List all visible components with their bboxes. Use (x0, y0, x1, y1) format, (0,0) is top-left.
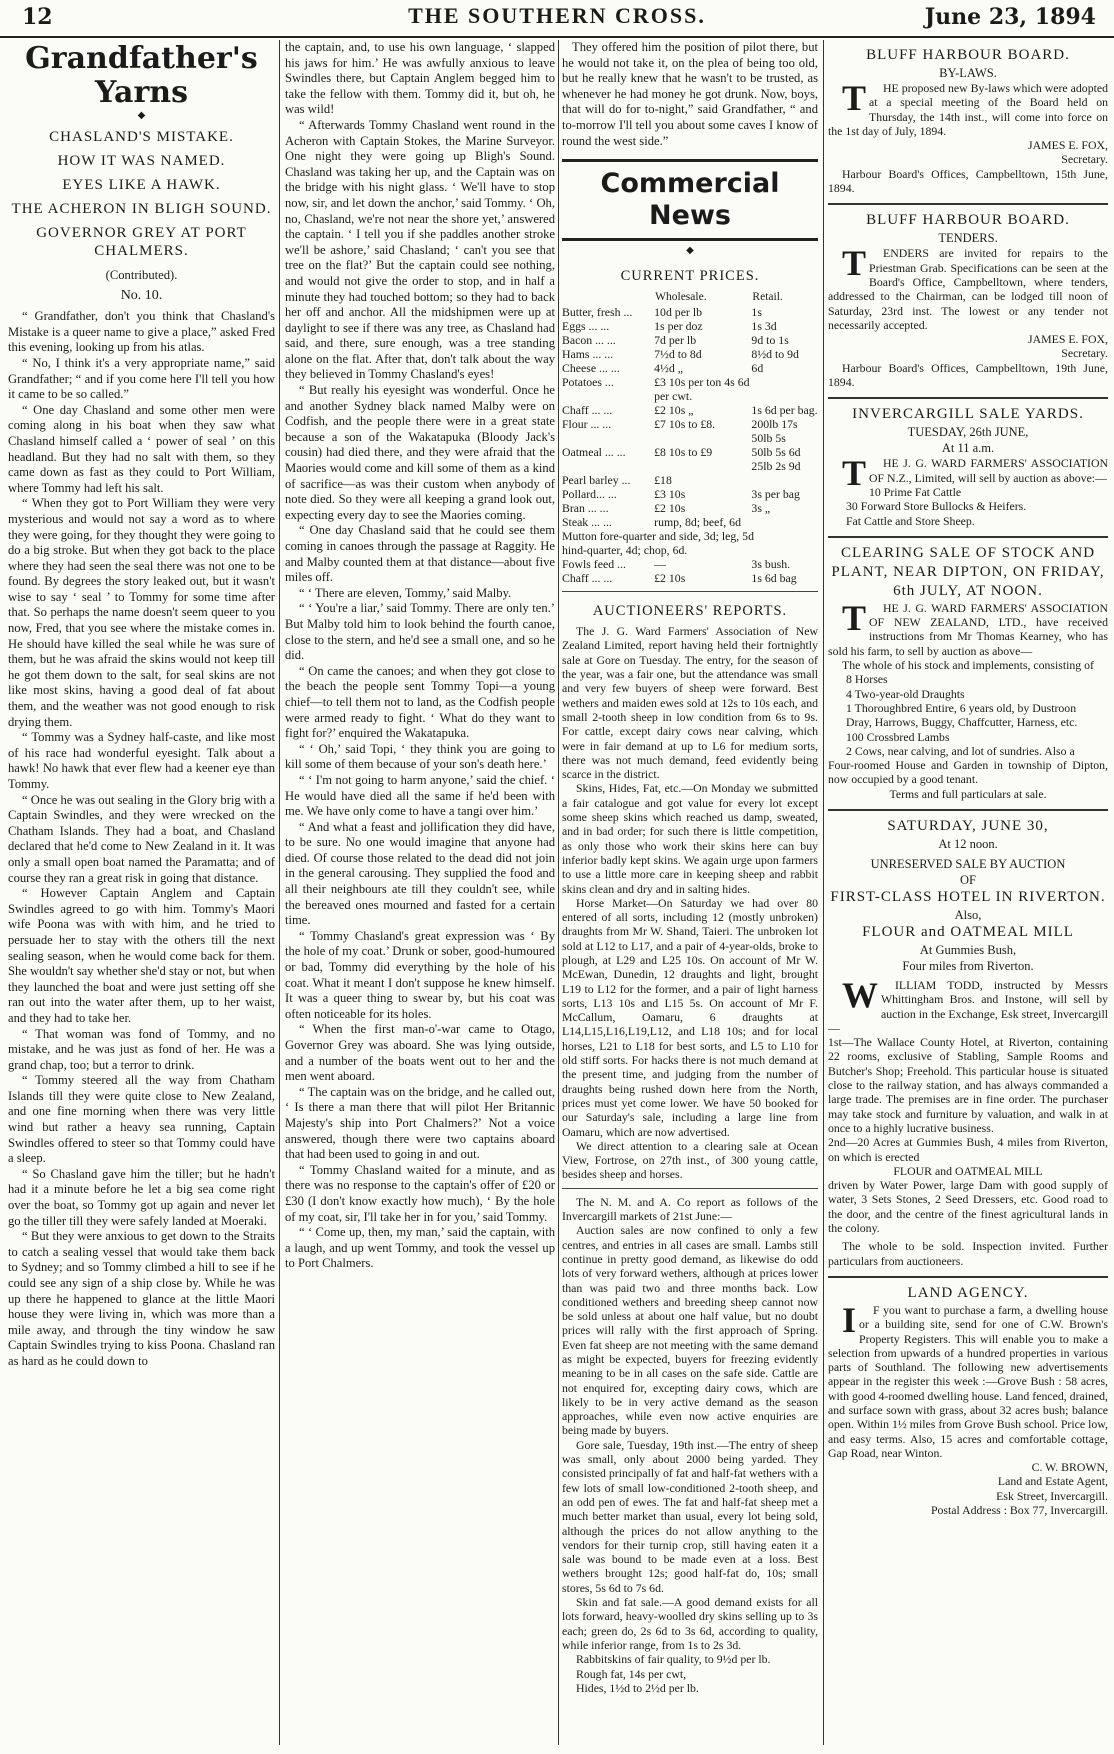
ad-item: 1st—The Wallace County Hotel, at Riverton, containing 22 rooms, exclusive of Stabling, Sample Rooms and Butcher's Shop; Freehold. This particular house is situated close to the railway station, and has always commanded a large trade. The premises are in fine order. The purchaser may take stock and furniture by valuation, and walk in at once to a highly lucrative business. (828, 1035, 1108, 1135)
ad-riverton-hotel (828, 811, 1108, 1278)
price-row (562, 501, 818, 515)
price-retail: 8½d to 9d (751, 347, 799, 362)
price-row (562, 319, 818, 333)
ad-signature: Secretary. (1061, 346, 1108, 361)
story-paragraph: “ One day Chasland said that he could see them coming in canoes through the passage at Raggity. He and Malby counted them at that distance—about five miles off. (285, 523, 555, 585)
story-paragraph: “ The captain was on the bridge, and he called out, ‘ Is there a man there that will pilot Her Britannic Majesty's ship into Port Chalmers?’ Not a voice answered, though there were two captains aboard that had been used to going in and out. (285, 1084, 555, 1162)
price-item: Bacon ... ... (562, 333, 616, 348)
story-number: No. 10. (120, 287, 163, 303)
story-paragraph: “ And what a feast and jollification they did have, to be sure. No one would imagine that anyone had died. Of course those related to the dead did not join in the general carousing. They supplied the food and all their neighbours ate till they couldn't see, while the bereaved ones mourned and fasted for a certain time. (285, 819, 555, 928)
ad-subheading: BY-LAWS. (939, 66, 997, 80)
story-paragraph: “ Tommy Chasland waited for a minute, and as there was no response to the captain's offer of £20 or £30 (I don't know exactly how much), ‘ By the hole of my coat, sir, I'll take her in for you,’ said Tommy. (285, 1162, 555, 1224)
ornament: ◆ (686, 245, 694, 257)
ad-body: THE J. G. WARD FARMERS' ASSOCIATION OF NEW ZEALAND, LTD., have received instructions from Mr Thomas Kearney, who has sold his farm, to sell by auction as above— (828, 597, 1108, 658)
commercial-news-banner: Commercial News (562, 159, 818, 241)
price-item: Pearl barley ... (562, 473, 631, 488)
price-row (562, 333, 818, 347)
price-row (562, 459, 818, 473)
ad-signature: C. W. BROWN, (1031, 1460, 1108, 1475)
price-item: Eggs ... ... (562, 319, 610, 334)
ad-date: SATURDAY, JUNE 30, (887, 817, 1049, 834)
story-paragraph: They offered him the position of pilot there, but he would not take it, on the plea of being too old, but he really knew that he wasn't to be trusted, as whenever he had money he got drunk. Now, boys, that will do for to-night,” said Grandfather, “ and to-morrow I'll tell you about some caves I know of round the west side.” (562, 40, 818, 148)
ad-clearing-sale (828, 538, 1108, 811)
story-subhead: CHASLAND'S MISTAKE. (49, 129, 234, 145)
ad-signature: Postal Address : Box 77, Invercargill. (930, 1503, 1108, 1518)
column-1 (8, 40, 275, 1745)
column-4-ads (828, 40, 1108, 1745)
report-paragraph: Rough fat, 14s per cwt, (576, 1666, 687, 1681)
price-wholesale: £3 10s (654, 487, 686, 502)
report-paragraph: The N. M. and A. Co report as follows of the Invercargill markets of 21st June:— (562, 1194, 818, 1224)
issue-date: June 23, 1894 (924, 4, 1096, 30)
price-row (562, 403, 818, 417)
price-item: Mutton fore-quarter and side, 3d; leg, 5d (562, 529, 754, 544)
price-item (562, 431, 654, 445)
ad-lead: The whole of his stock and implements, consisting of (842, 658, 1094, 673)
price-item: Bran ... ... (562, 501, 609, 516)
prices-table (562, 289, 818, 585)
price-wholesale (654, 431, 751, 445)
price-retail: 3s per bag (751, 487, 800, 502)
price-retail: 3s bush. (751, 557, 791, 572)
price-item (562, 459, 654, 473)
report-paragraph: The J. G. Ward Farmers' Association of New Zealand Limited, report having held their fortnightly sale at Gore on Tuesday. The entry, for the season of the year, was a fair one, but the attendance was small and very few buyers of sheep were forward. Best wethers and maiden ewes sold at 12s to 10s each, and small 2-tooth sheep in low condition from 6s to 9s. For cattle, except dairy cows near calving, which were in fair demand at up to L6 for medium sorts, there was not much demand, feed evidently being scarce in the district. (562, 624, 818, 782)
price-item: Fowls feed ... (562, 557, 626, 572)
price-row (562, 361, 818, 375)
ad-signature: JAMES E. FOX, (1028, 138, 1108, 153)
ad-item: driven by Water Power, large Dam with good supply of water, 3 Sets Stones, 2 Seed Dressers, etc. Good road to the door, and the centre of the finest agricultural lands in the colony. (828, 1178, 1108, 1236)
price-row (562, 515, 818, 529)
ad-item: 100 Crossbred Lambs (846, 729, 950, 744)
price-retail: 50lb 5s (751, 431, 786, 446)
ad-body: TENDERS are invited for repairs to the Priestman Grab. Specifications can be seen at the Board's Office, Campbelltown, where tenders, addressed to the Chairman, can be lodged till noon of Saturday, 23rd inst. The lowest or any tender not necessarily accepted. (828, 243, 1108, 332)
price-row (562, 529, 818, 543)
story-paragraph: “ ‘ Come up, then, my man,’ said the captain, with a laugh, and up went Tommy, and took the vessel up to Port Chalmers. (285, 1225, 555, 1271)
story-paragraph: “ No, I think it's a very appropriate name,” said Grandfather; “ and if you come here I'll tell you how it came to be so called.” (8, 355, 275, 402)
story-paragraph: “ Afterwards Tommy Chasland went round in the Acheron with Captain Stokes, the Marine Surveyor. One night they were going up Bligh's Sound. Chasland was taking her up, and the Captain was on the bridge with his night glass. ‘ We'll have to stop now, sir, and let down the anchor,’ said Tommy. ‘ Oh, no, Chasland, we're not near the shore yet,’ answered the captain. ‘ I tell you if she paddles another stroke we'll be ashore,’ said Chasland; ‘ can't you see that tree on the flat?’ But the captain could see nothing, and would not give the order to stop, and in half a minute they had touched bottom; so they had to back her off and anchor. All the midshipmen were up at daylight to see if there was any tree, as Chasland had said, and there, sure enough, was a tree standing alone on the flat. After that, don't talk about the way they believed in Tommy Chasland's eyes! (285, 117, 555, 382)
price-wholesale: £18 (654, 473, 672, 488)
price-row (562, 375, 818, 403)
price-row (562, 473, 818, 487)
ad-item: 2 Cows, near calving, and lot of sundries. Also a (846, 743, 1075, 758)
price-item: Pollard... ... (562, 487, 617, 502)
price-retail (751, 515, 818, 529)
ad-signature: Esk Street, Invercargill. (996, 1488, 1108, 1503)
price-retail (751, 473, 818, 487)
story-paragraph: “ Tommy Chasland's great expression was ‘ By the hole of my coat.’ Drunk or sober, good-humoured or bad, Tommy did everything by the hole of his coat. What it meant I don't suppose he knew himself. It was a queer thing to swear by, but his coat was often noticeable for its holes. (285, 928, 555, 1021)
price-row (562, 431, 818, 445)
ad-heading: FIRST-CLASS HOTEL IN RIVERTON. (830, 888, 1106, 905)
ad-land-agency (828, 1278, 1108, 1525)
ad-signature: Secretary. (1061, 152, 1108, 167)
price-retail: 25lb 2s 9d (751, 459, 801, 474)
price-retail (751, 375, 818, 403)
ad-location: Four miles from Riverton. (902, 958, 1034, 973)
price-row (562, 347, 818, 361)
price-header: Wholesale. (655, 291, 707, 304)
ad-item: 1 Thoroughbred Entire, 6 years old, by Dustroon (846, 700, 1077, 715)
story-paragraph: “ Grandfather, don't you think that Chasland's Mistake is a queer name to give a place,” asked Fred this evening, looking up from his atlas. (8, 309, 275, 355)
price-header: Retail. (752, 291, 783, 304)
price-item: Butter, fresh ... (562, 305, 633, 320)
ad-location: At Gummies Bush, (919, 942, 1017, 957)
ad-sale-yards (828, 399, 1108, 537)
price-item: Cheese ... ... (562, 361, 620, 376)
ad-time: At 11 a.m. (941, 441, 995, 456)
price-wholesale: — (654, 557, 666, 572)
ad-heading: UNRESERVED SALE BY AUCTION (870, 856, 1066, 871)
story-paragraph: “ ‘ Oh,’ said Topi, ‘ they think you are going to kill some of them because of your son's death here.’ (285, 741, 555, 772)
price-wholesale (654, 459, 751, 473)
price-item: Chaff ... ... (562, 403, 613, 418)
price-row (562, 487, 818, 501)
story-paragraph: the captain, and, to use his own language, ‘ slapped his jaws for him.’ He was awfully anxious to leave Swindles there, but Captain Anglem begged him to take the fellow with them. Tommy did it, but oh, he was wild! (285, 40, 555, 117)
price-wholesale: £2 10s „ (654, 403, 694, 418)
report-paragraph: Auction sales are now confined to only a few centres, and entries in all cases are small. Lambs still continue in pretty good demand, as likewise do odd lots of very forward wethers, although at prices lower than was paid two and three months back. Low conditioned wethers and breeding sheep cannot now be sold unless at about one half value, but no doubt prices will rally with the first approach of Spring. Even fat sheep are not meeting with the same demand as might be expected, buyers for freezing evidently meaning to be in all cases on the safe side. Cattle are not enquired for, excepting dairy cows, which are likely to be in very active demand as the season approaches, while even now active enquiries are being made by buyers. (562, 1223, 818, 1438)
ad-heading: BLUFF HARBOUR BOARD. (866, 212, 1070, 229)
ad-item: 8 Horses (846, 672, 888, 687)
price-item: Flour ... ... (562, 417, 612, 432)
price-wholesale: £3 10s per ton 4s 6d per cwt. (654, 375, 750, 404)
page-number: 12 (22, 4, 53, 30)
story-paragraph: “ Tommy was a Sydney half-caste, and like most of his race had wonderful eyesight. Talk about a hawk! No hawk that ever flew had a keener eye than Tommy. (8, 730, 275, 791)
story-paragraph: “ One day Chasland and some other men were coming along in his boat when they saw what Chasland himself called a ‘ power of seal ’ on this headland. But they had no salt with them, so they came down as fast as they could to Port William, where Tommy had left his salt. (8, 402, 275, 495)
price-retail: 1s 6d bag (751, 571, 797, 586)
ad-text: Four-roomed House and Garden in township of Dipton, now occupied by a good tenant. (828, 758, 1108, 787)
story-paragraph: “ ‘ I'm not going to harm anyone,’ said the chief. ‘ He would have died all the same if he'd been with me. We have only come to have a tangi over him.’ (285, 772, 555, 819)
story-paragraph: “ That woman was fond of Tommy, and no mistake, and he was just as fond of her. He was a grand chap, too; but a terror to drink. (8, 1026, 275, 1072)
ad-date: TUESDAY, 26th JUNE, (907, 425, 1029, 440)
price-wholesale: 7d per lb (654, 333, 697, 348)
story-paragraph: “ Tommy steered all the way from Chatham Islands till they were quite close to New Zealand, and one fine morning when there was very little wind but rather a heavy sea running, Captain Swindles offered to steer so that Tommy could have a sleep. (8, 1073, 275, 1166)
story-paragraph: “ So Chasland gave him the tiller; but he hadn't had it a minute before he let a big sea come right over the boat, so Tommy got up again and never let go the tiller till they were safely landed at Moeraki. (8, 1166, 275, 1228)
story-paragraph: “ However Captain Anglem and Captain Swindles agreed to go with him. Tommy's Maori wife Poona was with with him, and he tried to persuade her to stay with the others till the next sealing season, when he would come back for them. She wouldn't say whether she'd stay or not, but when they launched the boat and were just setting off she ran out into the water after them, up to her waist, and they had to take her. (8, 886, 275, 1025)
price-row (562, 557, 818, 571)
price-row (562, 543, 818, 557)
price-wholesale: £8 10s to £9 (654, 445, 713, 460)
divider (562, 1188, 818, 1189)
ad-heading: LAND AGENCY. (907, 1284, 1029, 1301)
story-subhead: HOW IT WAS NAMED. (57, 153, 226, 169)
story-paragraph: “ But they were anxious to get down to the Straits to catch a sealing vessel that would take them back to Sydney; and so Tommy climbed a hill to see if he could see any sign of a ship close by. While he was up there he happened to glance at the little Maori house they were living in, which was more than a mile away, and through the tiny window he saw Captain Swindles trying to kiss Poona. Chasland ran as hard as he could down to (8, 1229, 275, 1368)
ad-bluff-tenders (828, 205, 1108, 399)
price-wholesale: 4½d „ (654, 361, 683, 376)
report-paragraph: Horse Market—On Saturday we had over 80 entered of all sorts, including 12 (mostly unbroken) draughts from Mr W. Shand, Taieri. The unbroken lot sold at L12 to L17, and a pair of 4-year-olds, broke to plough, at L29 and L25 10s. On account of Mr W. McEwan, Dunedin, 12 draughts and light, brought L19 to L12 for the former, and a pair of light harness sorts, L13 10s and L15 5s. On account of Mr F. McCallum, Oamaru, 6 draughts at L14,L15,L16,L19,L12, and L18 10s; and for local horses, L21 to L18 for best sorts, and L5 to L10 for old stiff sorts. For hacks there is not much demand at the present time, and judging from the number of draughts being rushed down here from the North, prices must yet come lower. We have 50 booked for our Saturday's sale, including a large line from Oamaru, which are now advertised. (562, 895, 818, 1139)
auctioneers-title: AUCTIONEERS' REPORTS. (592, 603, 788, 620)
report-paragraph: Skin and fat sale.—A good demand exists for all lots forward, heavy-woolled dry skins selling up to 3s each; green do, 2s 6d to 3s 6d, according to quality, while inferior range, from 1s to 2s 3d. (562, 1595, 818, 1652)
price-wholesale: £2 10s (654, 501, 686, 516)
masthead (0, 0, 1114, 38)
price-retail: 1s 3d (751, 319, 777, 334)
price-wholesale: 10d per lb (654, 305, 702, 320)
story-title: Grandfather's Yarns (25, 41, 258, 110)
price-wholesale: 1s per doz (654, 319, 703, 334)
ad-bluff-bylaws (828, 40, 1108, 205)
price-item: Oatmeal ... ... (562, 445, 626, 460)
contributed-note: (Contributed). (105, 268, 178, 282)
column-2 (285, 40, 555, 1745)
report-paragraph: We direct attention to a clearing sale at Ocean View, Fortrose, on 27th inst., of 300 young cattle, besides sheep and horses. (562, 1138, 818, 1182)
story-paragraph: “ When they got to Port William they were very mysterious and would not say a word as to where they were going, for they thought they were going to do a big stroke. But when they got back to the place where they had seen the seal there was not one to be found. By degrees the story leaked out, but it wasn't wise to say ‘ seal ’ to Tommy for some time after that. So perhaps the name doesn't seem queer to you now, Fred, that you see where the mistake comes in. He should have killed the seal while he was sure of them, but he was afraid the skins would not keep till he got them down to the salt, for seal skins are not like most skins, having a good deal of fat about them, and the weather was not good enough to risk drying them. (8, 496, 275, 729)
price-item: Potatoes ... (562, 375, 614, 390)
story-paragraph: “ But really his eyesight was wonderful. Once he and another Sydney black named Malby were on Codfish, and the people there were in a great state because a son of the Wakatapuka (Bloody Jack's cousin) had died there, and they were afraid that the Maories would come and kill some of them as a kind of sacrifice—as was their custom when anybody of note died. So they were all keeping a grand look out, expecting every day to see the Maories coming. (285, 383, 555, 522)
story-subhead: EYES LIKE A HAWK. (62, 177, 221, 193)
divider (562, 591, 818, 592)
story-subhead: GOVERNOR GREY AT PORT CHALMERS. (36, 225, 247, 259)
ad-heading: FLOUR and OATMEAL MILL (862, 923, 1074, 940)
ad-body: WILLIAM TODD, instructed by Messrs Whittingham Bros. and Instone, will sell by auction in the Exchange, Esk street, Invercargill— (828, 974, 1108, 1035)
ad-signature: Land and Estate Agent, (997, 1474, 1108, 1489)
ad-terms: Terms and full particulars at sale. (889, 786, 1047, 801)
story-subhead: THE ACHERON IN BLIGH SOUND. (11, 201, 272, 217)
price-item: Chaff ... ... (562, 571, 613, 586)
ad-footer: Harbour Board's Offices, Campbelltown, 19th June, 1894. (828, 360, 1108, 390)
price-retail: 9d to 1s (751, 333, 789, 348)
column-rule (279, 40, 280, 1745)
price-item: Hams ... ... (562, 347, 614, 362)
ad-item: 2nd—20 Acres at Gummies Bush, 4 miles from Riverton, on which is erected (828, 1135, 1108, 1164)
price-wholesale: £7 10s to £8. (654, 417, 716, 432)
ad-body: IF you want to purchase a farm, a dwelling house or a building site, send for one of C.W. Brown's Property Registers. This will enable you to make a selection from upwards of a hundred properties in various parts of Southland. The following new advertisements appear in the register this week :—Grove Bush : 58 acres, with good 4-roomed dwelling house. Land fenced, drained, and surface sown with grass, about 32 acres bush; balance open. Within 1½ miles from Grove Bush school. Price low, and easy terms. Also, 15 acres and comfortable cottage, Gap Road, near Winton. (828, 1299, 1108, 1460)
report-paragraph: Hides, 1½d to 2½d per lb. (576, 1680, 699, 1695)
ornament: ◆ (137, 110, 146, 121)
ad-item: 4 Two-year-old Draughts (846, 686, 965, 701)
price-retail: 50lb 5s 6d (751, 445, 801, 460)
story-paragraph: “ Once he was out sealing in the Glory brig with a Captain Swindles, and they were wrecked on the Chatham Islands. They had a boat, and Chasland declared that he'd come to New Zealand in it. It was only a small open boat named the Paramatta; and of course they ran a great risk in going that distance. (8, 792, 275, 885)
ad-footer: Harbour Board's Offices, Campbelltown, 15th June, 1894. (828, 166, 1108, 196)
story-paragraph: “ ‘ There are eleven, Tommy,’ said Malby. (299, 585, 512, 600)
price-retail: 1s 6d per bag. (751, 403, 818, 418)
column-3 (562, 40, 818, 1745)
ad-heading: INVERCARGILL SALE YARDS. (852, 406, 1084, 423)
price-retail: 6d (751, 361, 764, 376)
ad-heading: BLUFF HARBOUR BOARD. (866, 47, 1070, 63)
ad-body: THE proposed new By-laws which were adopted at a special meeting of the Board held on Thursday, the 14th inst., will come into force on the 1st day of July, 1894. (828, 78, 1108, 138)
price-row (562, 417, 818, 431)
report-paragraph: Skins, Hides, Fat, etc.—On Monday we submitted a fair catalogue and got value for every lot except some sheep skins which reached us damp, sweated, and in bad order; for such there is little competition, as only those who work their skins here can buy inferior badly kept skins. We again urge upon farmers to use a little more care in keeping sheep and rabbit skins clean and dry and in salting hides. (562, 781, 818, 896)
column-rule (823, 40, 824, 1745)
ad-of: OF (960, 872, 976, 887)
ad-subheading: FLOUR and OATMEAL MILL (893, 1163, 1043, 1178)
paper-name: THE SOUTHERN CROSS. (408, 3, 706, 28)
price-item: hind-quarter, 4d; chop, 6d. (562, 543, 688, 558)
ad-body: THE J. G. WARD FARMERS' ASSOCIATION OF N.Z., Limited, will sell by auction as above:— (842, 453, 1108, 494)
price-row (562, 305, 818, 319)
ad-item: Fat Cattle and Store Sheep. (846, 513, 975, 528)
ad-signature: JAMES E. FOX, (1028, 332, 1108, 347)
price-item: Steak ... ... (562, 515, 612, 530)
report-paragraph: Rabbitskins of fair quality, to 9½d per lb. (576, 1652, 771, 1667)
story-paragraph: “ ‘ You're a liar,’ said Tommy. There are only ten.’ But Malby told him to look behind the fourth canoe, close to the stern, and he'd see a small one, and so he did. (285, 601, 555, 663)
price-retail: 3s „ (751, 501, 771, 516)
price-wholesale: rump, 8d; beef, 6d (654, 515, 741, 530)
story-paragraph: “ On came the canoes; and when they got close to the beach the people sent Tommy Topi—a young chief—to tell them not to land, as the Codfish people were armed ready to fight. ‘ What do they want to fight for?’ enquired the Wakatapuka. (285, 663, 555, 741)
price-wholesale: £2 10s (654, 571, 686, 586)
ad-item: 10 Prime Fat Cattle (869, 484, 962, 499)
ad-item: Dray, Harrows, Buggy, Chaffcutter, Harness, etc. (846, 715, 1078, 730)
report-paragraph: Gore sale, Tuesday, 19th inst.—The entry of sheep was small, only about 2000 being yarded. They consisted principally of fat and half-fat wethers with a few lots of small low-conditioned 2-tooth sheep, and an odd pen of ewes. The fat and half-fat sheep met a much better market than usual, every lot being sold, although the prices do not allow anything to the vendors for their turnip crop, still having eaten it a sale was bound to be made even at a loss. Best wethers brought 12s; good half-fat do, 10s; small stores, 5s 6d to 7s 6d. (562, 1437, 818, 1595)
column-rule (558, 40, 559, 1745)
ad-time: At 12 noon. (938, 836, 998, 851)
price-row (562, 445, 818, 459)
ad-footer: The whole to be sold. Inspection invited. Further particulars from auctioneers. (828, 1239, 1108, 1268)
story-paragraph: “ When the first man-o'-war came to Otago, Governor Grey was aboard. She was lying outside, and a number of the boats went out to her and the men went aboard. (285, 1022, 555, 1084)
price-row (562, 571, 818, 585)
ad-item: 30 Forward Store Bullocks & Heifers. (846, 499, 1027, 514)
ad-heading: CLEARING SALE OF STOCK AND PLANT, NEAR DIPTON, ON FRIDAY, 6th JULY, AT NOON. (831, 544, 1105, 599)
price-wholesale: 7½d to 8d (654, 347, 702, 362)
price-retail: 200lb 17s (751, 417, 798, 432)
price-retail: 1s (751, 305, 762, 320)
ad-also: Also, (954, 907, 982, 922)
prices-title: CURRENT PRICES. (620, 268, 760, 285)
ad-subheading: TENDERS. (938, 231, 998, 246)
